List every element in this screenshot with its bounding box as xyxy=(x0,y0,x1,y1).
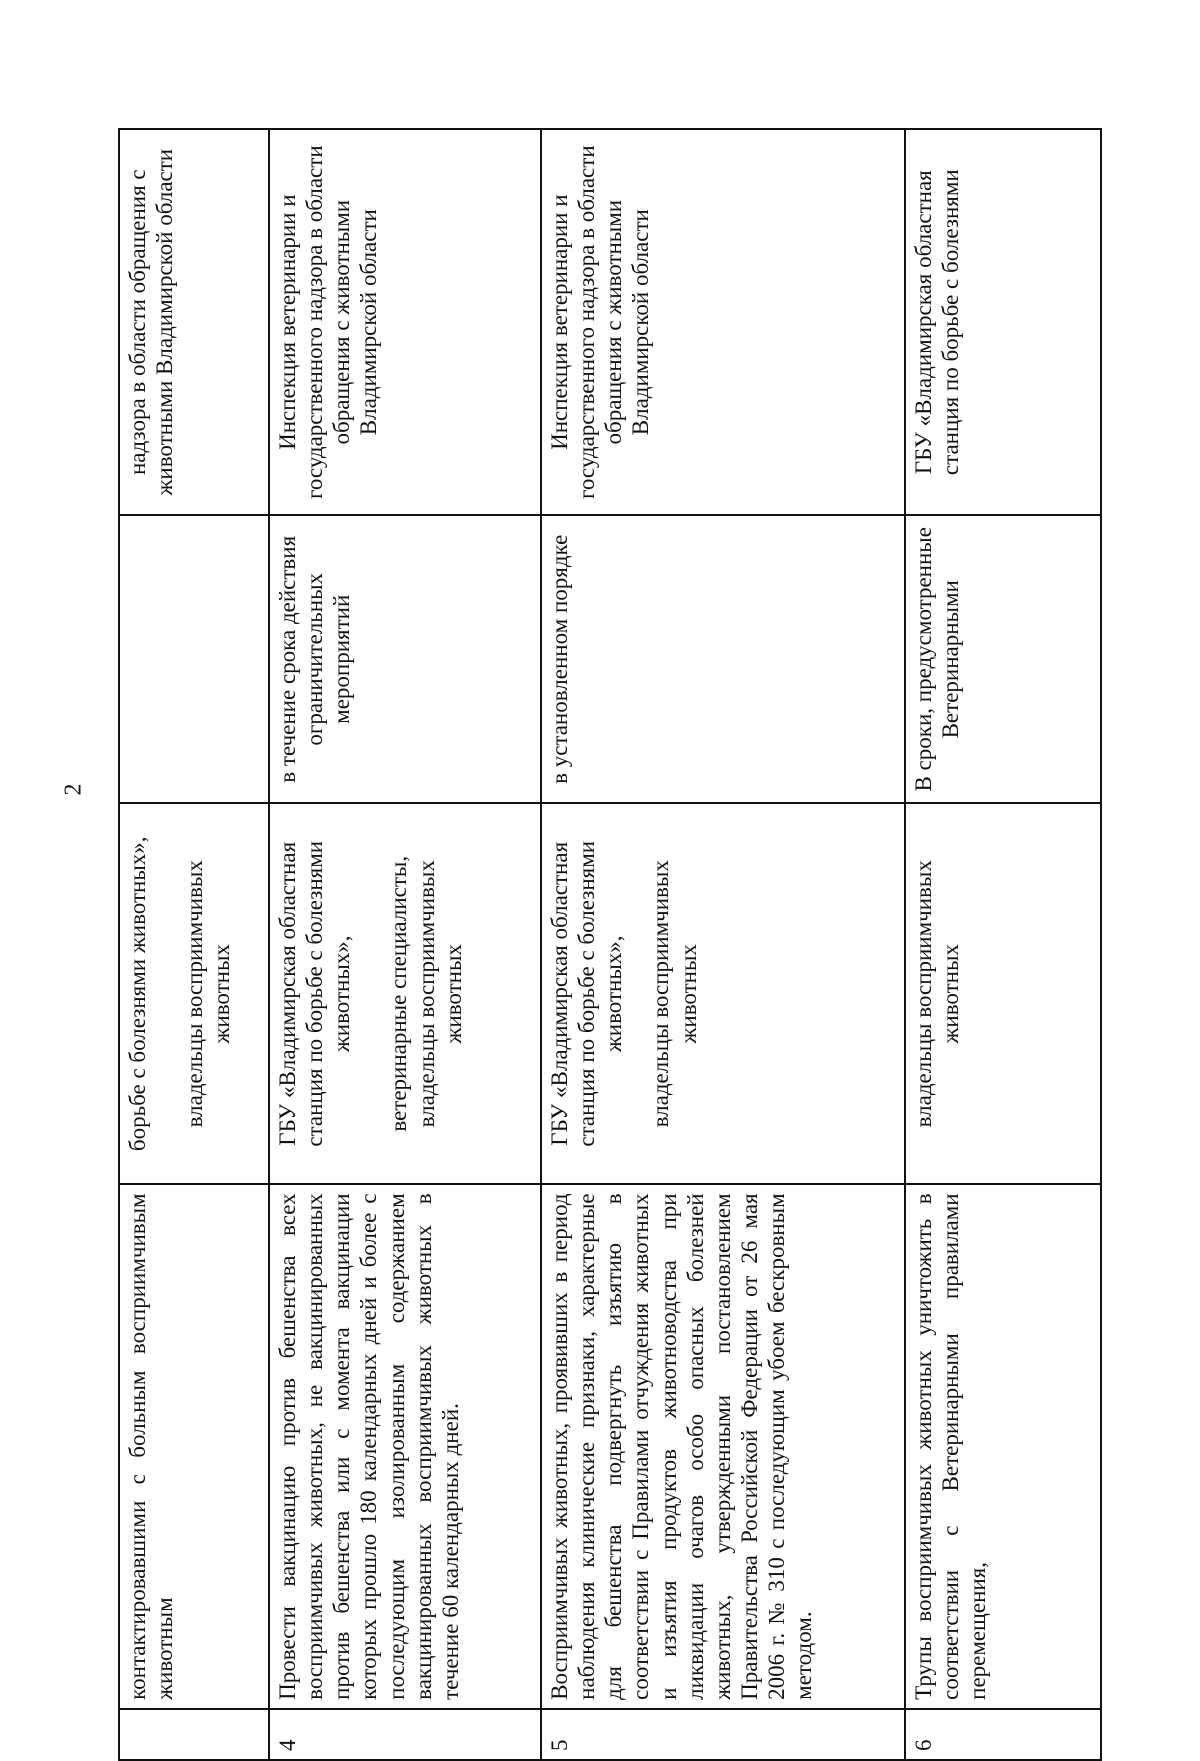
measure-description: контактировавшими с больным восприимчивым животным xyxy=(119,1184,269,1708)
table-row xyxy=(541,129,905,1760)
responsible-cell xyxy=(119,803,269,1184)
responsible-line: владельцы восприимчивых животных xyxy=(648,860,701,1128)
deadline-cell: В сроки, предусмотренные Ветеринарными xyxy=(905,515,1101,803)
row-number: 4 xyxy=(269,1709,541,1760)
responsible-cell xyxy=(905,803,1101,1184)
control-cell: ГБУ «Владимирская областная станция по борьбе с болезнями xyxy=(905,129,1101,515)
row-number: 6 xyxy=(905,1709,1101,1760)
deadline-cell xyxy=(119,515,269,803)
table-row xyxy=(269,129,541,1760)
responsible-line: владельцы восприимчивых животных xyxy=(182,860,235,1128)
measure-description: Восприимчивых животных, проявивших в период наблюдения клинические признаки, характерные для бешенства подвергнуть изъятию в соответствии с Правилами отчуждения животных и изъятия продуктов животноводства при ликвидации очагов особо опасных болезней животных, утвержденными постановлением Правительства Российской Федерации от 26 мая 2006 г. № 310 с последующим убоем бескровным методом. xyxy=(541,1184,905,1708)
table-row xyxy=(119,129,269,1760)
measure-description: Провести вакцинацию против бешенства всех восприимчивых животных, не вакцинированных против бешенства или с момента вакцинации которых прошло 180 календарных дней и более с последующим изолированным содержанием вакцинированных восприимчивых животных в течение 60 календарных дней. xyxy=(269,1184,541,1708)
responsible-line: ГБУ «Владимирская областная станция по борьбе с болезнями животных», xyxy=(275,840,355,1147)
control-cell: Инспекция ветеринарии и государственного надзора в области обращения с животными Владимирской области xyxy=(269,129,541,515)
responsible-line: ветеринарные специалисты, xyxy=(386,855,412,1132)
control-cell: Инспекция ветеринарии и государственного надзора в области обращения с животными Владимирской области xyxy=(541,129,905,515)
responsible-cell xyxy=(541,803,905,1184)
responsible-cell xyxy=(269,803,541,1184)
row-number: 5 xyxy=(541,1709,905,1760)
deadline-cell: в установленном порядке xyxy=(541,515,905,803)
responsible-line: борьбе с болезнями животных», xyxy=(125,836,150,1152)
page-number: 2 xyxy=(60,783,87,796)
measures-table xyxy=(118,128,1102,1761)
deadline-cell: в течение срока действия ограничительных мероприятий xyxy=(269,515,541,803)
measure-description: Трупы восприимчивых животных уничтожить в соответствии с Ветеринарными правилами перемещения, xyxy=(905,1184,1101,1708)
responsible-line: владельцы восприимчивых животных xyxy=(413,860,466,1128)
control-cell: надзора в области обращения с животными Владимирской области xyxy=(119,129,269,515)
row-number xyxy=(119,1709,269,1760)
responsible-line: владельцы восприимчивых животных xyxy=(911,860,964,1128)
table-row xyxy=(905,129,1101,1760)
responsible-line: ГБУ «Владимирская областная станция по борьбе с болезнями животных», xyxy=(547,840,627,1147)
rotated-table-wrapper xyxy=(118,128,1100,1761)
